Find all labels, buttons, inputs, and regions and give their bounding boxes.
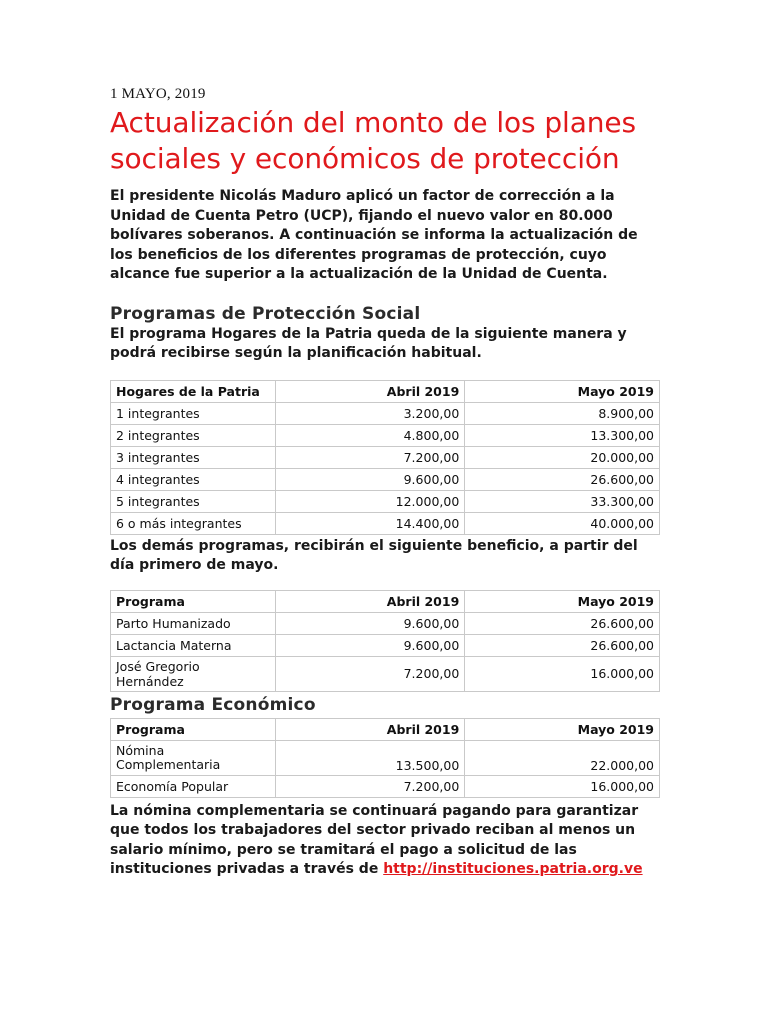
table-cell: 40.000,00 (465, 512, 660, 534)
table-row (111, 490, 660, 512)
table-cell: 1 integrantes (111, 402, 276, 424)
instituciones-patria-link[interactable]: http://instituciones.patria.org.ve (383, 861, 643, 877)
table-cell: 26.600,00 (465, 612, 660, 634)
table-cell: Lactancia Materna (111, 634, 276, 656)
table-cell: 9.600,00 (275, 634, 465, 656)
table-row (111, 634, 660, 656)
table-cell: 13.500,00 (275, 740, 465, 775)
table-header-row (111, 718, 660, 740)
column-header: Programa (111, 718, 276, 740)
table-cell: 4 integrantes (111, 468, 276, 490)
table-cell: 33.300,00 (465, 490, 660, 512)
column-header: Abril 2019 (275, 718, 465, 740)
table-row (111, 612, 660, 634)
section-heading-social: Programas de Protección Social (110, 303, 421, 324)
table-cell: 4.800,00 (275, 424, 465, 446)
table-cell: 16.000,00 (465, 775, 660, 797)
table-cell: 2 integrantes (111, 424, 276, 446)
social-intro: El programa Hogares de la Patria queda de la siguiente manera y podrá recibirse según la planificación habitual. (110, 325, 627, 361)
table-otros-programas (110, 590, 660, 692)
table-row (111, 468, 660, 490)
table-cell: Nómina Complementaria (111, 740, 276, 775)
table-cell: 14.400,00 (275, 512, 465, 534)
section-heading-economic: Programa Económico (110, 694, 316, 715)
column-header: Mayo 2019 (465, 590, 660, 612)
table-row (111, 402, 660, 424)
column-header: Abril 2019 (275, 380, 465, 402)
table-cell: 5 integrantes (111, 490, 276, 512)
column-header: Abril 2019 (275, 590, 465, 612)
column-header: Hogares de la Patria (111, 380, 276, 402)
closing-paragraph (110, 802, 665, 880)
table-cell: 7.200,00 (275, 775, 465, 797)
table-cell: Parto Humanizado (111, 612, 276, 634)
table-cell: 26.600,00 (465, 468, 660, 490)
table-cell: Economía Popular (111, 775, 276, 797)
table-cell: 9.600,00 (275, 468, 465, 490)
article (110, 86, 665, 880)
table-cell: 7.200,00 (275, 656, 465, 691)
table-cell: José Gregorio Hernández (111, 656, 276, 691)
table-header-row (111, 380, 660, 402)
column-header: Mayo 2019 (465, 718, 660, 740)
table-row (111, 740, 660, 775)
table-row (111, 424, 660, 446)
article-title: Actualización del monto de los planes sociales y económicos de protección (110, 106, 637, 175)
table-header-row (111, 590, 660, 612)
table-cell: 16.000,00 (465, 656, 660, 691)
article-lead: El presidente Nicolás Maduro aplicó un factor de corrección a la Unidad de Cuenta Petro (UCP), fijando el nuevo valor en 80.000 bolívares soberanos. A continuación se informa la actualización de los beneficios de los diferentes programas de protección, cuyo alcance fue superior a la actualización de la Unidad de Cuenta. (110, 188, 638, 282)
table-programa-economico (110, 718, 660, 798)
other-programs-text: Los demás programas, recibirán el siguiente beneficio, a partir del día primero de mayo. (110, 537, 638, 573)
table-cell: 12.000,00 (275, 490, 465, 512)
table-hogares-de-la-patria (110, 380, 660, 535)
table-cell: 3 integrantes (111, 446, 276, 468)
table-cell: 26.600,00 (465, 634, 660, 656)
table-row (111, 512, 660, 534)
article-date: 1 MAYO, 2019 (110, 86, 206, 102)
table-row (111, 446, 660, 468)
table-cell: 20.000,00 (465, 446, 660, 468)
table-cell: 9.600,00 (275, 612, 465, 634)
table-cell: 3.200,00 (275, 402, 465, 424)
table-cell: 22.000,00 (465, 740, 660, 775)
table-cell: 13.300,00 (465, 424, 660, 446)
table-cell: 6 o más integrantes (111, 512, 276, 534)
table-row (111, 656, 660, 691)
closing-text: La nómina complementaria se continuará pagando para garantizar que todos los trabajadores del sector privado reciban al menos un salario mínimo, pero se tramitará el pago a solicitud de las instituciones privadas a través de (110, 802, 639, 877)
table-row (111, 775, 660, 797)
table-cell: 8.900,00 (465, 402, 660, 424)
column-header: Mayo 2019 (465, 380, 660, 402)
table-cell: 7.200,00 (275, 446, 465, 468)
column-header: Programa (111, 590, 276, 612)
